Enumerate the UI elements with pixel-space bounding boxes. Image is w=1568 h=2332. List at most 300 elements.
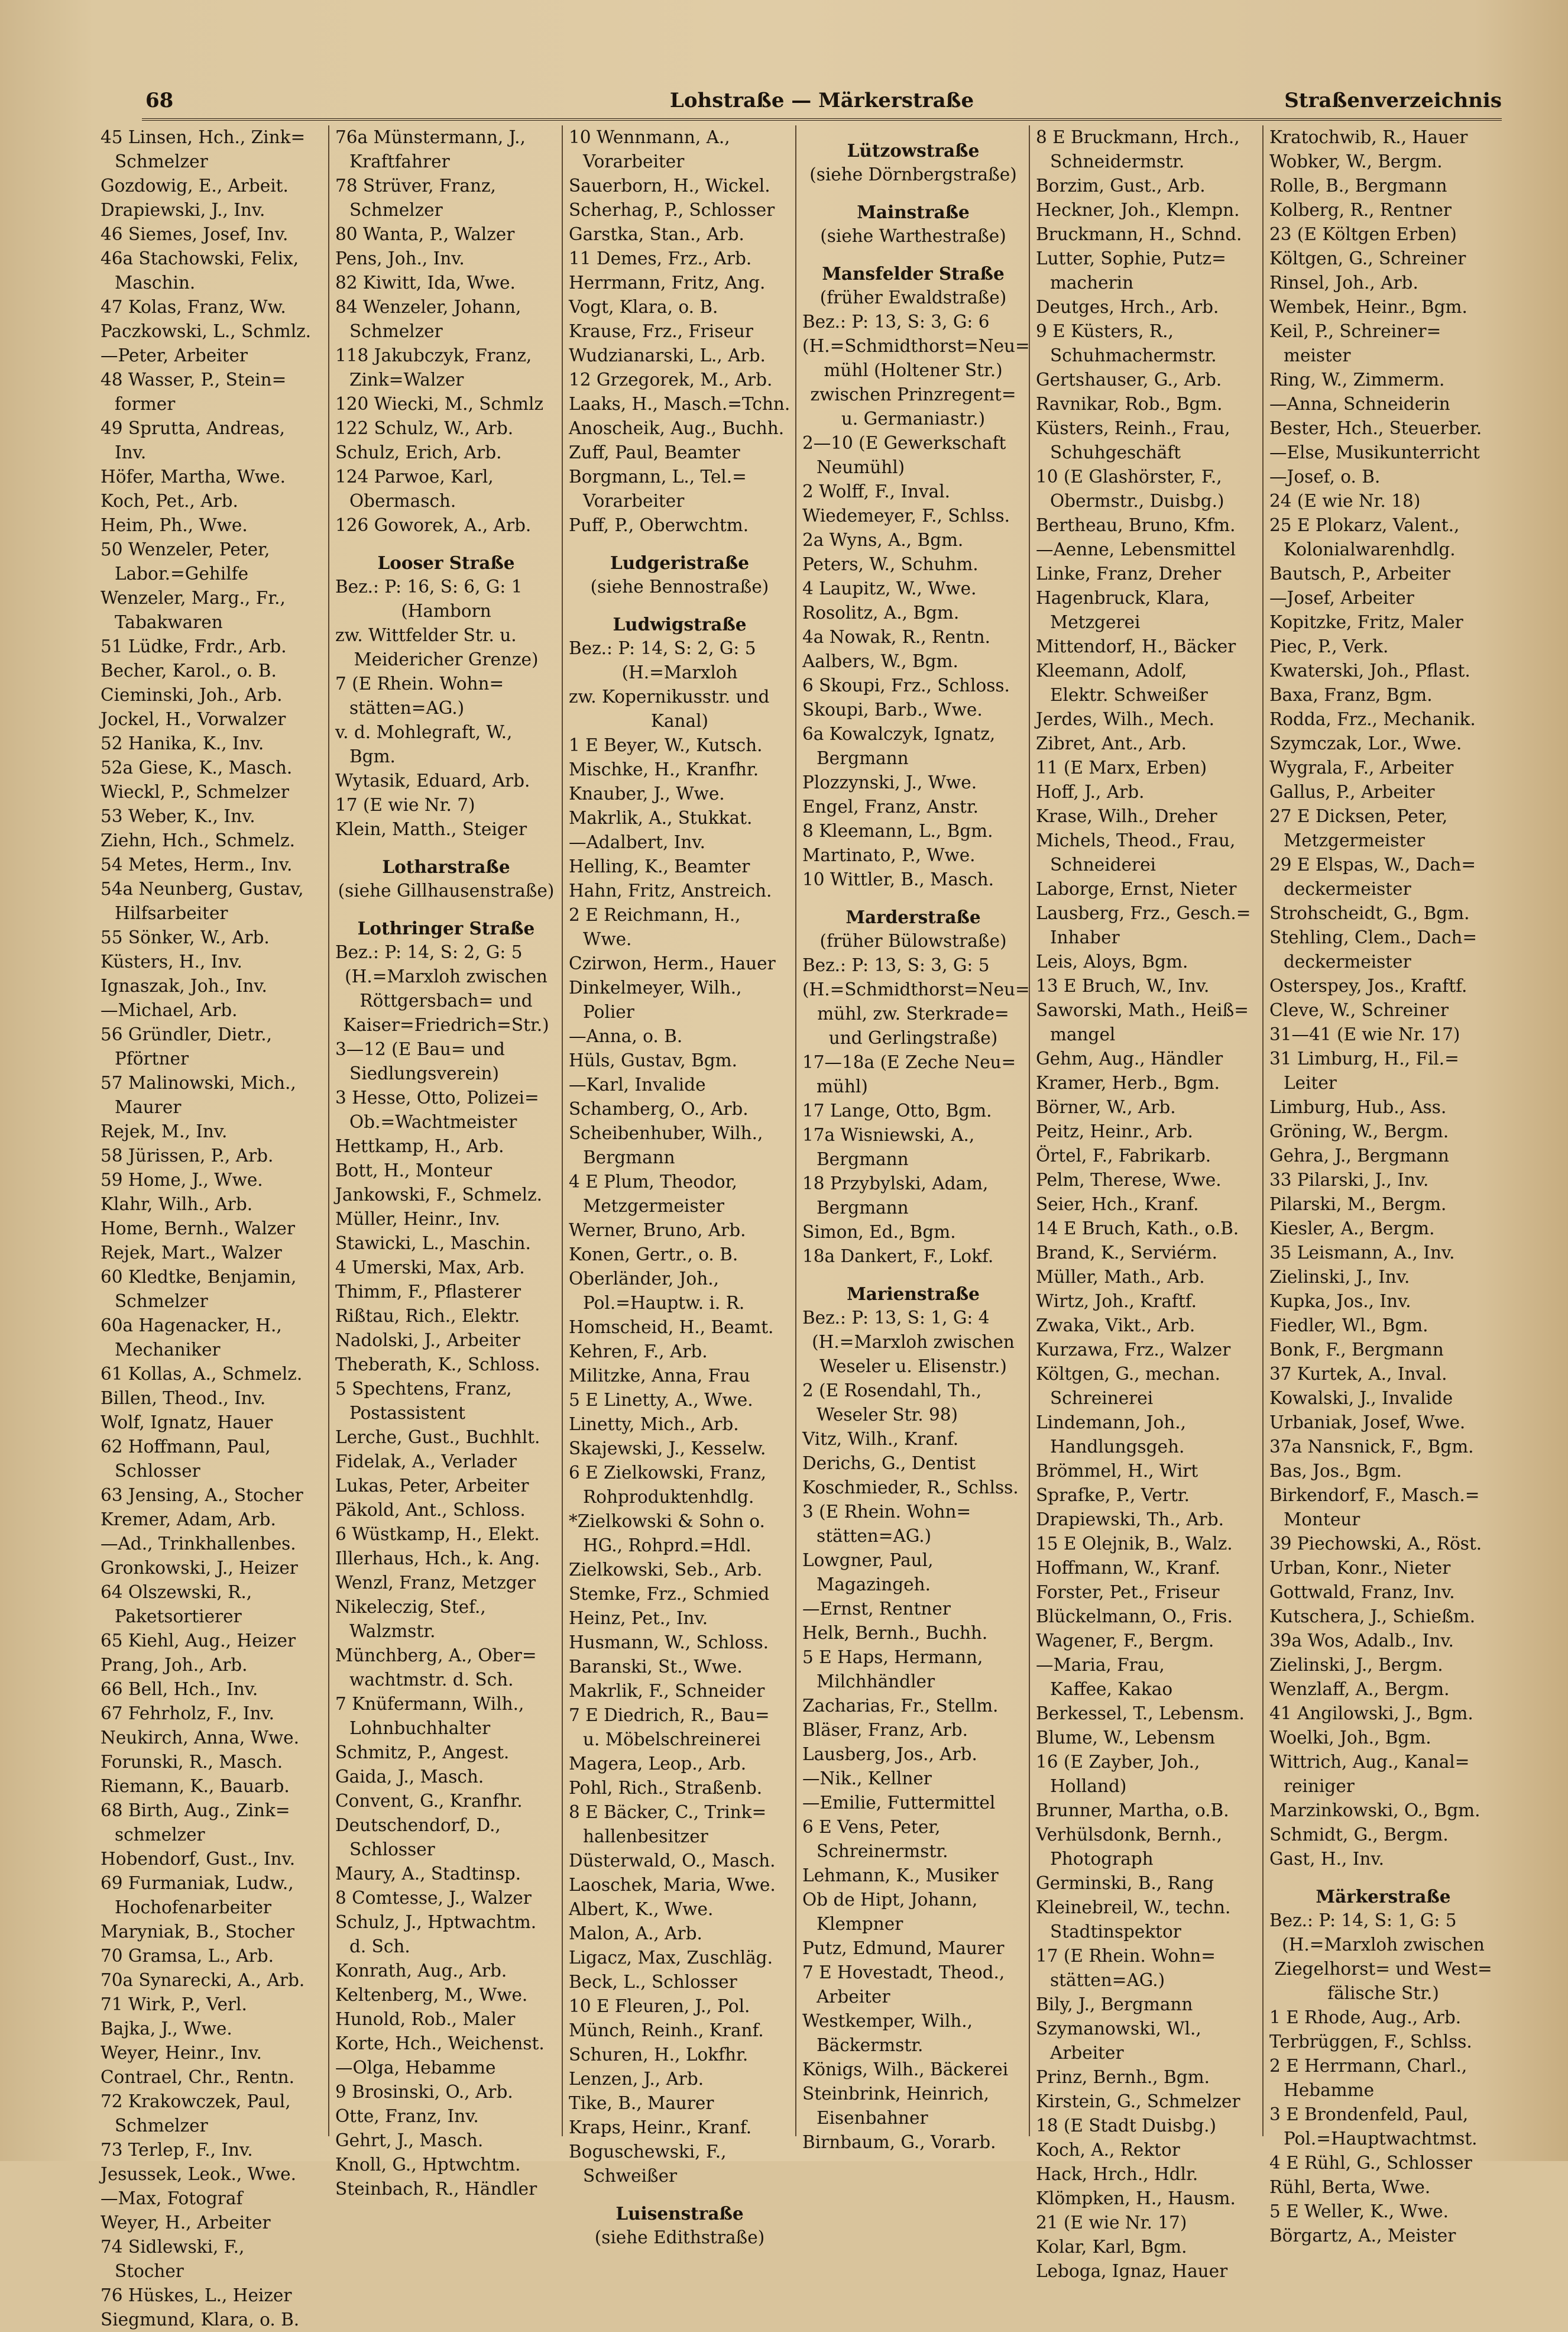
directory-line: 2 Wolff, F., Inval. (802, 481, 951, 502)
directory-line: Laaks, H., Masch.=Tchn. (569, 394, 791, 414)
directory-line: 74 Sidlewski, F., (101, 2237, 245, 2257)
directory-line: Kramer, Herb., Bgm. (1036, 1073, 1220, 1093)
directory-line: Hochofenarbeiter (115, 1897, 272, 1917)
directory-line: 2—10 (E Gewerkschaft (802, 433, 1006, 453)
directory-line: Vorarbeiter (583, 491, 685, 511)
directory-line: Koch, A., Rektor (1036, 2140, 1180, 2160)
directory-line: Derichs, G., Dentist (802, 1453, 976, 1473)
directory-line: Stadtinspektor (1050, 1922, 1181, 1942)
directory-line: Schulz, Erich, Arb. (335, 442, 502, 462)
directory-line: Wieckl, P., Schmelzer (101, 782, 289, 802)
directory-line: 59 Home, J., Wwe. (101, 1170, 263, 1190)
directory-line: mühl (Holtener Str.) (824, 360, 1003, 380)
directory-line: Sauerborn, H., Wickel. (569, 176, 770, 196)
directory-line: 64 Olszewski, R., (101, 1582, 252, 1602)
directory-line: Hunold, Rob., Maler (335, 2009, 516, 2029)
directory-line: Herrmann, Fritz, Ang. (569, 273, 766, 293)
directory-line: Mechaniker (115, 1340, 221, 1360)
directory-line: Bez.: P: 16, S: 6, G: 1 (335, 577, 523, 597)
directory-line: (H.=Marxloh zwischen (812, 1332, 1015, 1352)
directory-line: 46 Siemes, Josef, Inv. (101, 224, 289, 244)
directory-line: Strohscheidt, G., Bgm. (1269, 903, 1470, 923)
directory-line: Wenzeler, Marg., Fr., (101, 588, 286, 608)
directory-line: Gronkowski, J., Heizer (101, 1558, 298, 1578)
directory-line: Stocher (115, 2261, 184, 2281)
directory-line: Neukirch, Anna, Wwe. (101, 1728, 300, 1748)
directory-line: Pelm, Therese, Wwe. (1036, 1170, 1222, 1190)
directory-line: Garstka, Stan., Arb. (569, 224, 744, 244)
directory-line: Ignaszak, Joh., Inv. (101, 976, 267, 996)
directory-line: Ring, W., Zimmerm. (1269, 370, 1445, 390)
directory-line: Zielinski, J., Inv. (1269, 1267, 1410, 1287)
directory-line: Jerdes, Wilh., Mech. (1036, 709, 1214, 729)
directory-line: Lausberg, Jos., Arb. (802, 1744, 977, 1764)
directory-line: 37a Nansnick, F., Bgm. (1269, 1437, 1474, 1457)
directory-line: Bez.: P: 14, S: 1, G: 5 (1269, 1910, 1457, 1930)
directory-line: Bez.: P: 14, S: 2, G: 5 (569, 638, 756, 658)
directory-line: —Karl, Invalide (569, 1075, 706, 1095)
directory-line: —Aenne, Lebensmittel (1036, 539, 1236, 559)
directory-line: Börgartz, A., Meister (1269, 2226, 1456, 2246)
directory-line: Schmidt, G., Bergm. (1269, 1825, 1449, 1845)
directory-line: Rejek, M., Inv. (101, 1121, 228, 1141)
page-header (142, 83, 1502, 121)
directory-line: Photograph (1050, 1849, 1154, 1869)
directory-line: Hoffmann, W., Kranf. (1036, 1558, 1221, 1578)
directory-line: Rolle, B., Bergmann (1269, 176, 1447, 196)
directory-line: Maschin. (115, 273, 196, 293)
directory-line: Szymanowski, Wl., (1036, 2019, 1201, 2039)
directory-line: 41 Angilowski, J., Bgm. (1269, 1703, 1473, 1723)
directory-line: Drapiewski, J., Inv. (101, 200, 265, 220)
directory-line: Bläser, Franz, Arb. (802, 1720, 968, 1740)
directory-line: zw. Kopernikusstr. und (569, 687, 770, 707)
directory-line: Kiesler, A., Bergm. (1269, 1218, 1435, 1238)
directory-line: 65 Kiehl, Aug., Heizer (101, 1631, 296, 1651)
directory-line: Contrael, Chr., Rentn. (101, 2067, 294, 2087)
directory-line: 54 Metes, Herm., Inv. (101, 855, 293, 875)
directory-line: Simon, Ed., Bgm. (802, 1222, 956, 1242)
directory-line: Schmelzer (115, 1291, 208, 1311)
directory-line: 11 Demes, Frz., Arb. (569, 248, 752, 269)
directory-line: Kwaterski, Joh., Pflast. (1269, 661, 1470, 681)
directory-line: 6 Wüstkamp, H., Elekt. (335, 1524, 540, 1544)
directory-line: Bertheau, Bruno, Kfm. (1036, 515, 1236, 535)
directory-line: Kopitzke, Fritz, Maler (1269, 612, 1463, 632)
directory-line: stätten=AG.) (817, 1526, 932, 1546)
column-6 (1262, 125, 1503, 2246)
street-heading: Ludwigstraße (613, 614, 747, 635)
directory-line: Arbeiter (1050, 2043, 1124, 2063)
directory-line: (Hamborn (401, 601, 491, 621)
directory-line: Obermasch. (349, 491, 456, 511)
directory-line: Schmitz, P., Angest. (335, 1742, 510, 1762)
directory-line: Becher, Karol., o. B. (101, 661, 277, 681)
directory-line: Sprafke, P., Vertr. (1036, 1485, 1190, 1505)
directory-line: Höfer, Martha, Wwe. (101, 467, 286, 487)
directory-line: Holland) (1050, 1776, 1127, 1796)
directory-line: Lindemann, Joh., (1036, 1412, 1187, 1432)
directory-line: Knoll, G., Hptwchtm. (335, 2155, 521, 2175)
directory-line: (H.=Marxloh (621, 662, 738, 683)
directory-line: deckermeister (1284, 952, 1411, 972)
directory-line: Osterspey, Jos., Kraftf. (1269, 976, 1467, 996)
directory-line: Billen, Theod., Inv. (101, 1388, 266, 1408)
directory-line: Kremer, Adam, Arb. (101, 1509, 276, 1529)
directory-line: (H.=Schmidthorst=Neu= (802, 336, 1030, 356)
directory-line: Kolar, Karl, Bgm. (1036, 2237, 1187, 2257)
directory-line: Röttgersbach= und (359, 991, 533, 1011)
directory-line: Klömpken, H., Hausm. (1036, 2188, 1236, 2208)
directory-line: Obermstr., Duisbg.) (1050, 491, 1224, 511)
directory-line: 16 (E Zayber, Joh., (1036, 1752, 1200, 1772)
directory-line: wachtmstr. d. Sch. (349, 1670, 514, 1690)
directory-line: Költgen, G., Schreiner (1269, 248, 1466, 269)
directory-line: Brand, K., Serviérm. (1036, 1243, 1217, 1263)
directory-line: 124 Parwoe, Karl, (335, 467, 494, 487)
directory-line: 6 Skoupi, Frz., Schloss. (802, 675, 1010, 696)
directory-line: 2 E Herrmann, Charl., (1269, 2056, 1467, 2076)
directory-line: und Gerlingstraße) (828, 1028, 998, 1048)
directory-line: Zielkowski, Seb., Arb. (569, 1560, 763, 1580)
directory-line: —Max, Fotograf (101, 2188, 243, 2208)
directory-line: 6a Kowalczyk, Ignatz, (802, 724, 996, 744)
directory-line: Schuren, H., Lokfhr. (569, 2045, 749, 2065)
directory-line: —Ernst, Rentner (802, 1599, 951, 1619)
directory-line: Engel, Franz, Anstr. (802, 797, 979, 817)
directory-line: Krause, Frz., Friseur (569, 321, 754, 341)
directory-line: Theberath, K., Schloss. (335, 1354, 540, 1374)
directory-line: 122 Schulz, W., Arb. (335, 418, 514, 438)
directory-line: Pilarski, M., Bergm. (1269, 1194, 1447, 1214)
directory-line: Küsters, Reinh., Frau, (1036, 418, 1230, 438)
directory-line: Drapiewski, Th., Arb. (1036, 1509, 1224, 1529)
directory-line: 7 E Diedrich, R., Bau= (569, 1705, 770, 1725)
directory-line: Malon, A., Arb. (569, 1923, 702, 1943)
directory-line: 76a Münstermann, J., (335, 127, 526, 147)
directory-line: 17 (E wie Nr. 7) (335, 795, 475, 815)
directory-line: 3 E Brondenfeld, Paul, (1269, 2104, 1469, 2124)
directory-line: Gröning, W., Bergm. (1269, 1121, 1449, 1141)
directory-line: —Josef, Arbeiter (1269, 588, 1414, 608)
directory-line: Steinbach, R., Händler (335, 2179, 537, 2199)
directory-line: Ziehn, Hch., Schmelz. (101, 830, 296, 850)
directory-line: 56 Gründler, Dietr., (101, 1024, 272, 1044)
directory-line: Konen, Gertr., o. B. (569, 1244, 738, 1264)
directory-line: Kleinebreil, W., techn. (1036, 1897, 1231, 1917)
directory-line: Wytasik, Eduard, Arb. (335, 771, 530, 791)
directory-line: Michels, Theod., Frau, (1036, 830, 1236, 850)
directory-line: Rohproduktenhdlg. (583, 1487, 754, 1507)
directory-line: (H.=Marxloh zwischen (1282, 1935, 1485, 1955)
directory-line: 6 E Zielkowski, Franz, (569, 1463, 767, 1483)
directory-line: 5 E Haps, Hermann, (802, 1647, 983, 1667)
directory-line: 7 E Hovestadt, Theod., (802, 1962, 1005, 1982)
directory-line: Wolf, Ignatz, Hauer (101, 1412, 273, 1432)
directory-line: Wygrala, F., Arbeiter (1269, 758, 1454, 778)
directory-line: Lowgner, Paul, (802, 1550, 934, 1570)
directory-line: Schulz, J., Hptwachtm. (335, 1912, 537, 1932)
directory-line: Zielinski, J., Bergm. (1269, 1655, 1443, 1675)
directory-line: Dinkelmeyer, Wilh., (569, 978, 742, 998)
directory-line: Bergmann (583, 1147, 675, 1167)
directory-line: Gozdowig, E., Arbeit. (101, 176, 289, 196)
directory-line: Hagenbruck, Klara, (1036, 588, 1210, 608)
directory-line: Zwaka, Vikt., Arb. (1036, 1315, 1196, 1335)
directory-line: Weyer, Heinr., Inv. (101, 2043, 262, 2063)
directory-line: Lausberg, Frz., Gesch.= (1036, 903, 1251, 923)
directory-line: Koschmieder, R., Schlss. (802, 1477, 1019, 1497)
columns-container (95, 125, 1502, 2330)
directory-line: Bester, Hch., Steuerber. (1269, 418, 1482, 438)
directory-line: 48 Wasser, P., Stein= (101, 370, 287, 390)
directory-line: Milchhändler (817, 1671, 935, 1691)
directory-line: Hilfsarbeiter (115, 903, 228, 923)
directory-line: fälische Str.) (1327, 1983, 1439, 2003)
directory-line: Hobendorf, Gust., Inv. (101, 1849, 296, 1869)
directory-line: Boguschewski, F., (569, 2142, 727, 2162)
directory-line: 1 E Beyer, W., Kutsch. (569, 735, 763, 755)
directory-line: Hahn, Fritz, Anstreich. (569, 881, 772, 901)
directory-line: Czirwon, Herm., Hauer (569, 953, 776, 973)
directory-line: Paketsortierer (115, 1606, 242, 1626)
directory-line: —Ad., Trinkhallenbes. (101, 1534, 296, 1554)
directory-line: v. d. Mohlegraft, W., (335, 722, 513, 742)
street-heading: Ludgeristraße (610, 552, 750, 573)
directory-line: (siehe Dörnbergstraße) (809, 164, 1017, 185)
directory-line: Königs, Wilh., Bäckerei (802, 2059, 1009, 2079)
directory-line: Inhaber (1050, 927, 1120, 947)
directory-line: 25 E Plokarz, Valent., (1269, 515, 1460, 535)
directory-line: Wirtz, Joh., Kraftf. (1036, 1291, 1197, 1311)
directory-line: 52 Hanika, K., Inv. (101, 733, 264, 753)
directory-line: 4 E Rühl, G., Schlosser (1269, 2153, 1472, 2173)
directory-line: Münch, Reinh., Kranf. (569, 2020, 764, 2040)
directory-line: 4 Umerski, Max, Arb. (335, 1257, 525, 1277)
directory-line: Fiedler, Wl., Bgm. (1269, 1315, 1428, 1335)
directory-line: Wobker, W., Bergm. (1269, 151, 1443, 172)
directory-line: Krase, Wilh., Dreher (1036, 806, 1217, 826)
directory-line: Elektr. Schweißer (1050, 685, 1208, 705)
directory-line: Bergmann (817, 1149, 909, 1169)
directory-line: Werner, Bruno, Arb. (569, 1220, 746, 1240)
directory-line: Schneidermstr. (1050, 151, 1185, 172)
directory-line: Home, Bernh., Walzer (101, 1218, 295, 1238)
directory-line: Paczkowski, L., Schmlz. (101, 321, 312, 341)
directory-line: Küsters, H., Inv. (101, 952, 242, 972)
directory-line: 45 Linsen, Hch., Zink= (101, 127, 306, 147)
directory-line: 2 (E Rosendahl, Th., (802, 1380, 982, 1401)
directory-line: Kratochwib, R., Hauer (1269, 127, 1468, 147)
directory-line: Schuhgeschäft (1050, 442, 1181, 462)
directory-line: Lukas, Peter, Arbeiter (335, 1476, 529, 1496)
directory-line: Schmelzer (349, 200, 443, 220)
directory-line: Lerche, Gust., Buchhlt. (335, 1427, 540, 1447)
directory-line: 10 (E Glashörster, F., (1036, 467, 1222, 487)
directory-line: 46a Stachowski, Felix, (101, 248, 299, 269)
directory-line: Polier (583, 1002, 634, 1022)
directory-line: Putz, Edmund, Maurer (802, 1938, 1005, 1958)
street-heading: Märkerstraße (1316, 1886, 1451, 1907)
directory-line: mangel (1050, 1024, 1116, 1044)
directory-line: Ob.=Wachtmeister (349, 1112, 517, 1132)
directory-line: 47 Kolas, Franz, Ww. (101, 297, 286, 317)
directory-line: Heim, Ph., Wwe. (101, 515, 248, 535)
street-heading: Lotharstraße (382, 856, 510, 877)
directory-line: Beck, L., Schlosser (569, 1972, 737, 1992)
directory-line: Kleemann, Adolf, (1036, 661, 1187, 681)
directory-line: Bajka, J., Wwe. (101, 2019, 232, 2039)
directory-line: Gehrt, J., Masch. (335, 2130, 484, 2150)
directory-line: zw. Wittfelder Str. u. (335, 625, 517, 645)
directory-line: 31—41 (E wie Nr. 17) (1269, 1024, 1460, 1044)
directory-line: Forster, Pet., Friseur (1036, 1582, 1220, 1602)
directory-line: 55 Sönker, W., Arb. (101, 927, 270, 947)
directory-line: Koch, Pet., Arb. (101, 491, 238, 511)
directory-line: 70 Gramsa, L., Arb. (101, 1946, 274, 1966)
directory-line: Prang, Joh., Arb. (101, 1655, 248, 1675)
directory-line: Bgm. (349, 746, 396, 766)
directory-line: deckermeister (1284, 879, 1411, 899)
directory-line: Ravnikar, Rob., Bgm. (1036, 394, 1223, 414)
directory-line: 5 Spechtens, Franz, (335, 1379, 512, 1399)
directory-line: Gehm, Aug., Händler (1036, 1049, 1223, 1069)
directory-line: Verhülsdonk, Bernh., (1036, 1825, 1222, 1845)
directory-line: Schmelzer (349, 321, 443, 341)
directory-line: 7 Knüfermann, Wilh., (335, 1694, 524, 1714)
directory-line: 17—18a (E Zeche Neu= (802, 1052, 1016, 1072)
directory-line: 84 Wenzeler, Johann, (335, 297, 521, 317)
directory-line: Keil, P., Schreiner= (1269, 321, 1441, 341)
directory-line: 60 Kledtke, Benjamin, (101, 1267, 297, 1287)
directory-line: Militzke, Anna, Frau (569, 1366, 750, 1386)
directory-line: Meidericher Grenze) (354, 649, 539, 669)
directory-line: Kowalski, J., Invalide (1269, 1388, 1453, 1408)
directory-line: Magazingeh. (817, 1574, 931, 1594)
directory-line: HG., Rohprd.=Hdl. (583, 1535, 751, 1555)
directory-line: (siehe Bennostraße) (590, 577, 769, 597)
directory-line: 54a Neunberg, Gustav, (101, 879, 304, 899)
directory-line: Laborge, Ernst, Nieter (1036, 879, 1237, 899)
directory-line: Terbrüggen, F., Schlss. (1269, 2032, 1472, 2052)
directory-line: 8 E Bruckmann, Hrch., (1036, 127, 1240, 147)
directory-line: Mischke, H., Kranfhr. (569, 759, 759, 780)
directory-line: Tike, B., Maurer (569, 2093, 714, 2113)
directory-line: Bäckermstr. (817, 2035, 924, 2055)
directory-line: Leis, Aloys, Bgm. (1036, 952, 1188, 972)
directory-line: Heinz, Pet., Inv. (569, 1608, 708, 1628)
directory-line: Skajewski, J., Kesselw. (569, 1438, 766, 1458)
directory-line: Schamberg, O., Arb. (569, 1099, 749, 1119)
column-5 (1029, 125, 1264, 2281)
directory-line: Tabakwaren (115, 612, 223, 632)
directory-line: 126 Goworek, A., Arb. (335, 515, 532, 535)
directory-line: 2a Wyns, A., Bgm. (802, 530, 964, 550)
directory-line: Puff, P., Oberwchtm. (569, 515, 749, 535)
directory-line: Schuhmachermstr. (1050, 345, 1217, 366)
directory-line: 1 E Rhode, Aug., Arb. (1269, 2007, 1462, 2027)
directory-line: 23 (E Költgen Erben) (1269, 224, 1457, 244)
directory-line: Wiedemeyer, F., Schlss. (802, 506, 1010, 526)
directory-line: Gast, H., Inv. (1269, 1849, 1384, 1869)
directory-line: Keltenberg, M., Wwe. (335, 1985, 528, 2005)
directory-line: Illerhaus, Hch., k. Ang. (335, 1548, 540, 1568)
street-heading: Mansfelder Straße (822, 263, 1005, 284)
directory-line: Zibret, Ant., Arb. (1036, 733, 1187, 753)
directory-line: Weseler u. Elisenstr.) (819, 1356, 1007, 1376)
directory-line: Bily, J., Bergmann (1036, 1994, 1193, 2014)
directory-line: mühl) (817, 1076, 868, 1097)
directory-line: d. Sch. (349, 1936, 410, 1956)
directory-line: Schlosser (349, 1839, 435, 1859)
directory-line: Albert, K., Wwe. (569, 1899, 714, 1919)
directory-line: Rodda, Frz., Mechanik. (1269, 709, 1476, 729)
directory-line: 51 Lüdke, Frdr., Arb. (101, 636, 287, 656)
directory-line: Homscheid, H., Beamt. (569, 1317, 774, 1337)
directory-line: Bez.: P: 13, S: 3, G: 5 (802, 955, 990, 975)
directory-line: Wittrich, Aug., Kanal= (1269, 1752, 1470, 1772)
directory-line: —Olga, Hebamme (335, 2058, 496, 2078)
directory-line: Bez.: P: 13, S: 1, G: 4 (802, 1308, 990, 1328)
directory-line: Bautsch, P., Arbeiter (1269, 564, 1451, 584)
directory-line: Börner, W., Arb. (1036, 1097, 1176, 1117)
directory-line: Mittendorf, H., Bäcker (1036, 636, 1236, 656)
directory-line: Rißtau, Rich., Elektr. (335, 1306, 520, 1326)
directory-line: Scherhag, P., Schlosser (569, 200, 775, 220)
directory-line: Nadolski, J., Arbeiter (335, 1330, 520, 1350)
directory-line: 35 Leismann, A., Inv. (1269, 1243, 1455, 1263)
directory-line: 12 Grzegorek, M., Arb. (569, 370, 773, 390)
directory-line: Vogt, Klara, o. B. (569, 297, 718, 317)
directory-line: Vorarbeiter (583, 151, 685, 172)
directory-line: Maryniak, B., Stocher (101, 1922, 294, 1942)
directory-line: 13 E Bruch, W., Inv. (1036, 976, 1210, 996)
directory-line: Maurer (115, 1097, 182, 1117)
directory-line: Gottwald, Franz, Inv. (1269, 1582, 1455, 1602)
directory-line: —Peter, Arbeiter (101, 345, 248, 366)
directory-line: Kaiser=Friedrich=Str.) (343, 1015, 549, 1035)
column-1 (95, 125, 328, 2330)
directory-line: 69 Furmaniak, Ludw., (101, 1873, 294, 1893)
directory-line: 2 E Reichmann, H., (569, 905, 741, 925)
directory-line: 18a Dankert, F., Lokf. (802, 1246, 994, 1266)
directory-line: Konrath, Aug., Arb. (335, 1961, 507, 1981)
directory-line: reiniger (1284, 1776, 1355, 1796)
directory-line: Klahr, Wilh., Arb. (101, 1194, 253, 1214)
directory-line: Knauber, J., Wwe. (569, 784, 725, 804)
directory-line: 53 Weber, K., Inv. (101, 806, 255, 826)
directory-line: (H.=Schmidthorst=Neu= (802, 979, 1030, 1000)
directory-line: Wudzianarski, L., Arb. (569, 345, 766, 366)
directory-line: 15 E Olejnik, B., Walz. (1036, 1534, 1233, 1554)
directory-line: 58 Jürissen, P., Arb. (101, 1146, 274, 1166)
directory-line: Bergmann (817, 1198, 909, 1218)
directory-line: Kupka, Jos., Inv. (1269, 1291, 1411, 1311)
directory-line: —Emilie, Futtermittel (802, 1793, 996, 1813)
directory-line: Oberländer, Joh., (569, 1269, 719, 1289)
directory-line: Monteur (1284, 1509, 1360, 1529)
directory-line: Urban, Konr., Nieter (1269, 1558, 1451, 1578)
directory-line: Birkendorf, F., Masch.= (1269, 1485, 1480, 1505)
directory-line: Zuff, Paul, Beamter (569, 442, 740, 462)
directory-line: Lenzen, J., Arb. (569, 2069, 704, 2089)
street-heading: Marderstraße (845, 907, 981, 927)
directory-line: Rinsel, Joh., Arb. (1269, 273, 1418, 293)
directory-line: Linke, Franz, Dreher (1036, 564, 1222, 584)
directory-line: Klempner (817, 1914, 903, 1934)
directory-line: Költgen, G., mechan. (1036, 1364, 1220, 1384)
directory-line: 18 Przybylski, Adam, (802, 1173, 989, 1194)
